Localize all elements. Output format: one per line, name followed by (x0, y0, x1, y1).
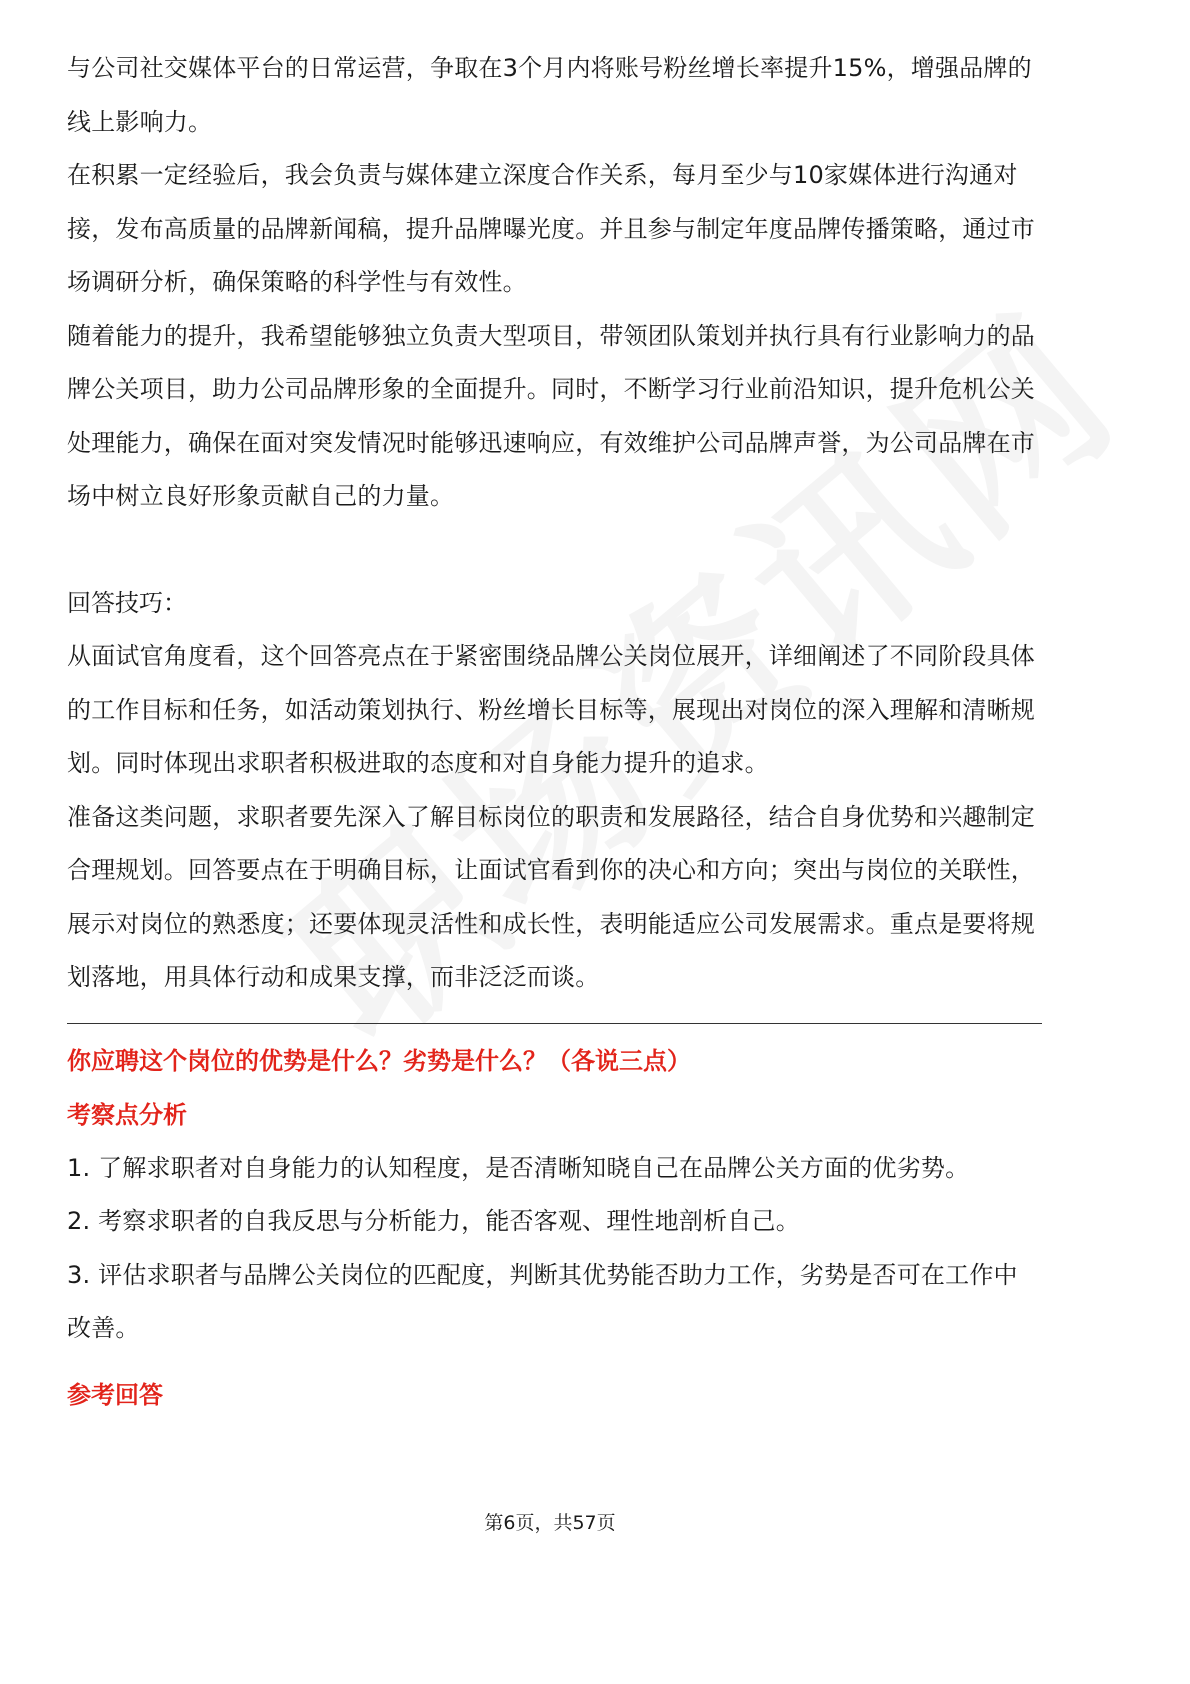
answer-heading: 参考回答 (67, 1380, 163, 1409)
paragraph: 在积累一定经验后，我会负责与媒体建立深度合作关系，每月至少与10家媒体进行沟通对接，发布高质量的品牌新闻稿，提升品牌曝光度。并且参与制定年度品牌传播策略，通过市场调研分析，确保策略的科学性与有效性。 (67, 161, 1035, 296)
question-title: 你应聘这个岗位的优势是什么？劣势是什么？（各说三点） (67, 1046, 691, 1075)
analysis-heading: 考察点分析 (67, 1100, 187, 1129)
page-content (67, 42, 1037, 1422)
tips-paragraph: 从面试官角度看，这个回答亮点在于紧密围绕品牌公关岗位展开，详细阐述了不同阶段具体的工作目标和任务，如活动策划执行、粉丝增长目标等，展现出对岗位的深入理解和清晰规划。同时体现出求职者积极进取的态度和对自身能力提升的追求。 (67, 642, 1035, 777)
tips-paragraph: 准备这类问题，求职者要先深入了解目标岗位的职责和发展路径，结合自身优势和兴趣制定合理规划。回答要点在于明确目标，让面试官看到你的决心和方向；突出与岗位的关联性，展示对岗位的熟悉度；还要体现灵活性和成长性，表明能适应公司发展需求。重点是要将规划落地，用具体行动和成果支撑，而非泛泛而谈。 (67, 802, 1035, 991)
page-number: 第6页，共57页 (484, 1512, 616, 1534)
paragraph: 随着能力的提升，我希望能够独立负责大型项目，带领团队策划并执行具有行业影响力的品牌公关项目，助力公司品牌形象的全面提升。同时，不断学习行业前沿知识，提升危机公关处理能力，确保在面对突发情况时能够迅速响应，有效维护公司品牌声誉，为公司品牌在市场中树立良好形象贡献自己的力量。 (67, 321, 1035, 510)
section-divider (67, 1023, 1042, 1024)
analysis-point: 2. 考察求职者的自我反思与分析能力，能否客观、理性地剖析自己。 (67, 1207, 800, 1235)
tips-label: 回答技巧： (67, 588, 187, 617)
analysis-point: 3. 评估求职者与品牌公关岗位的匹配度，判断其优势能否助力工作，劣势是否可在工作中改善。 (67, 1260, 1018, 1342)
analysis-point: 1. 了解求职者对自身能力的认知程度，是否清晰知晓自己在品牌公关方面的优劣势。 (67, 1153, 970, 1182)
paragraph: 与公司社交媒体平台的日常运营，争取在3个月内将账号粉丝增长率提升15%，增强品牌的线上影响力。 (67, 54, 1032, 136)
spacer (67, 524, 1037, 577)
